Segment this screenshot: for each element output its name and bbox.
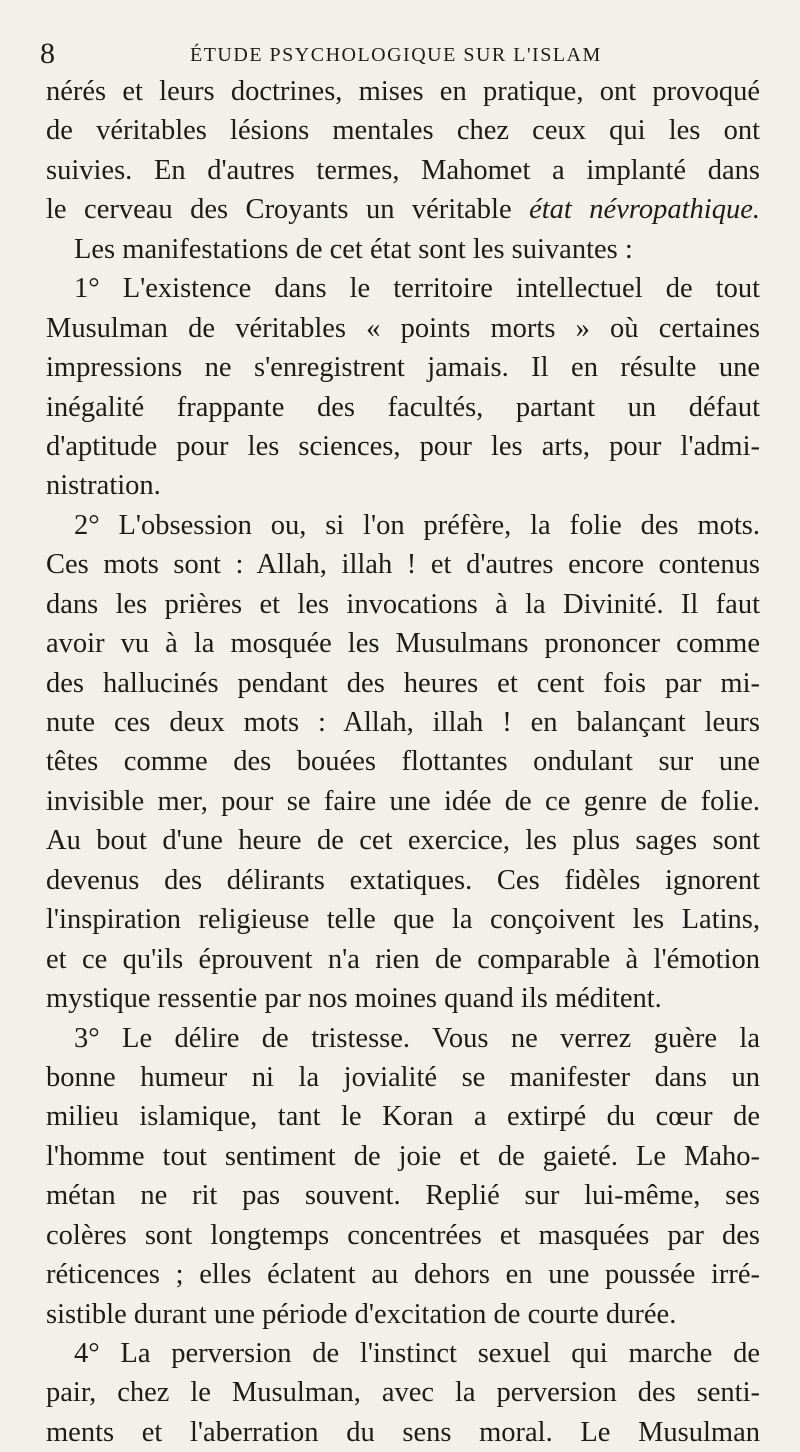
text-line: nérés et leurs doctrines, mises en pratique, ont provoqué xyxy=(46,76,760,107)
text-line: 1° L'existence dans le territoire intellectuel de tout xyxy=(74,273,760,305)
text-line: avoir vu à la mosquée les Musulmans prononcer comme xyxy=(46,628,760,660)
text-line: nute ces deux mots : Allah, illah ! en balançant leurs xyxy=(46,707,760,738)
text-line: bonne humeur ni la jovialité se manifester dans un xyxy=(46,1061,760,1093)
page-number: 8 xyxy=(40,37,55,70)
running-header xyxy=(40,36,760,72)
running-title: ÉTUDE PSYCHOLOGIQUE SUR L'ISLAM xyxy=(190,44,602,66)
text-line: 3° Le délire de tristesse. Vous ne verrez guère la xyxy=(74,1022,760,1054)
text-line: 2° L'obsession ou, si l'on préfère, la folie des mots. xyxy=(74,509,760,541)
text-line: réticences ; elles éclatent au dehors en une poussée irré- xyxy=(46,1259,760,1291)
text-line: ments et l'aberration du sens moral. Le Musulman xyxy=(46,1416,760,1448)
text-line: des hallucinés pendant des heures et cent fois par mi- xyxy=(46,667,760,699)
text-line: et ce qu'ils éprouvent n'a rien de comparable à l'émotion xyxy=(46,943,760,975)
text-line: mystique ressentie par nos moines quand ils méditent. xyxy=(46,983,662,1015)
text-line: l'inspiration religieuse telle que la conçoivent les Latins, xyxy=(46,904,760,936)
text-line xyxy=(46,190,760,229)
text-line: de véritables lésions mentales chez ceux qui les ont xyxy=(46,115,760,147)
text-line: impressions ne s'enregistrent jamais. Il en résulte une xyxy=(46,352,760,384)
text-line: nistration. xyxy=(46,470,161,502)
body-text xyxy=(46,72,760,1452)
text-line: Au bout d'une heure de cet exercice, les plus sages sont xyxy=(46,825,760,857)
text-line: Musulman de véritables « points morts » où certaines xyxy=(46,312,760,344)
text-line-segment: le cerveau des Croyants un véritable xyxy=(46,194,512,226)
text-line: dans les prières et les invocations à la Divinité. Il faut xyxy=(46,588,760,620)
text-line: sistible durant une période d'excitation de courte durée. xyxy=(46,1298,677,1330)
text-line: inégalité frappante des facultés, partant un défaut xyxy=(46,391,760,423)
text-line: suivies. En d'autres termes, Mahomet a implanté dans xyxy=(46,154,760,186)
text-line: têtes comme des bouées flottantes ondulant sur une xyxy=(46,746,760,778)
italic-phrase: état névropathique. xyxy=(529,194,760,226)
text-line: pair, chez le Musulman, avec la perversion des senti- xyxy=(46,1377,760,1409)
text-line: métan ne rit pas souvent. Replié sur lui-même, ses xyxy=(46,1180,760,1212)
text-line: d'aptitude pour les sciences, pour les arts, pour l'admi- xyxy=(46,430,760,462)
text-line: Ces mots sont : Allah, illah ! et d'autres encore contenus xyxy=(46,549,760,581)
text-line: colères sont longtemps concentrées et masquées par des xyxy=(46,1219,760,1251)
text-line: milieu islamique, tant le Koran a extirpé du cœur de xyxy=(46,1101,760,1133)
text-line: l'homme tout sentiment de joie et de gaieté. Le Maho- xyxy=(46,1140,760,1172)
text-line: Les manifestations de cet état sont les suivantes : xyxy=(74,233,633,265)
text-line: 4° La perversion de l'instinct sexuel qui marche de xyxy=(74,1338,760,1369)
text-line: devenus des délirants extatiques. Ces fidèles ignorent xyxy=(46,864,760,896)
text-line: invisible mer, pour se faire une idée de ce genre de folie. xyxy=(46,785,760,817)
